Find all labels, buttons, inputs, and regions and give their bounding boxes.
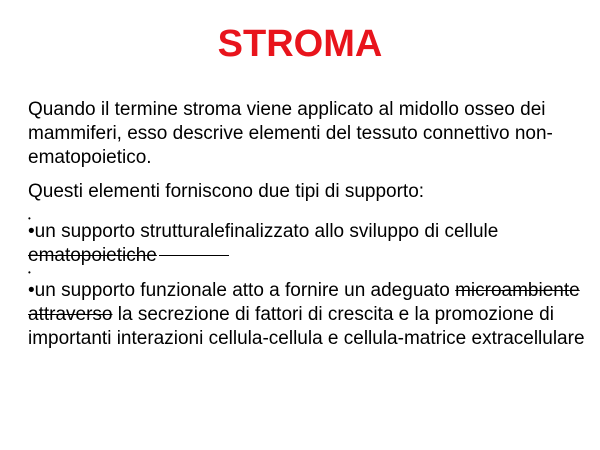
bullet-text-b: la secrezione di fattori di crescita e la promozione di importanti interazioni cellula-cellula e cellula-matrice extracellulare [28,304,585,349]
struck-text: microambiente attraverso [28,280,580,325]
small-dot-2: • [28,268,31,277]
struck-text: ematopoietiche [28,245,157,266]
small-dot-1: • [28,214,31,223]
strike-line-extension [159,255,229,256]
bullet-structural-support [28,220,588,268]
paragraph-stroma-definition: Quando il termine stroma viene applicato al midollo osseo dei mammiferi, esso descrive elementi del tessuto connettivo non-ematopoietico. [28,99,553,168]
bullet-marker: • [28,221,35,242]
paragraph-support-types: Questi elementi forniscono due tipi di supporto: [28,181,425,202]
slide-title: STROMA [217,23,383,65]
bullet-text-a: un supporto funzionale atto a fornire un adeguato [34,280,456,301]
bullet-text: un supporto strutturalefinalizzato allo sviluppo di cellule [34,221,499,242]
bullet-marker: • [28,280,35,301]
bullet-functional-support [28,279,588,351]
